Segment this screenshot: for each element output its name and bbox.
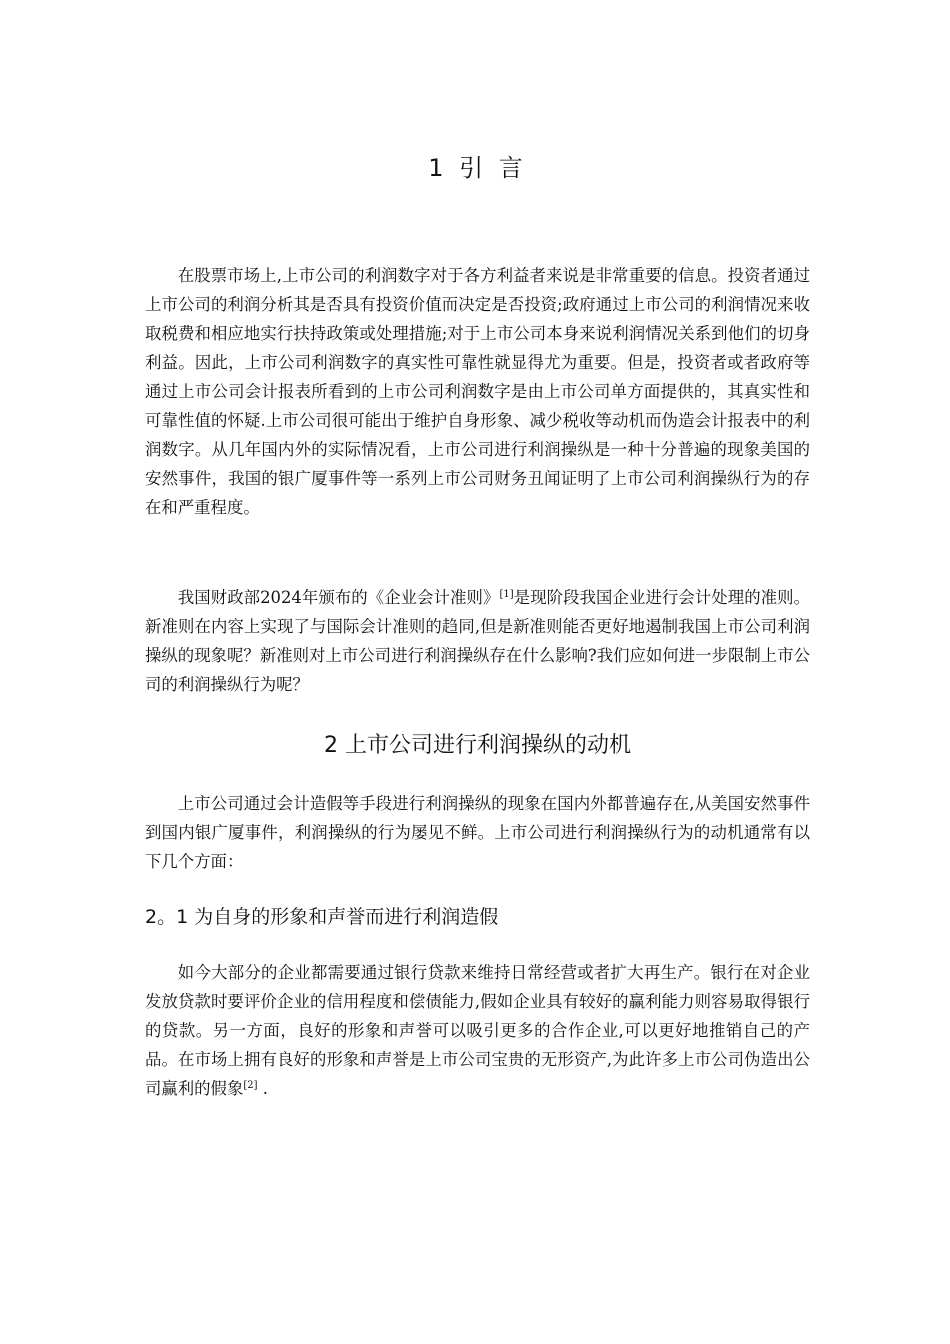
intro-paragraph-2-text-b: 是现阶段我国企业进行会计处理的准则。新准则在内容上实现了与国际会计准则的趋同,但是新准则能否更好地遏制我国上市公司利润操纵的现象呢？新准则对上市公司进行利润操纵存在什么影响?我们应如何进一步限制上市公司的利润操纵行为呢？ bbox=[145, 588, 811, 694]
section-2-1-paragraph-1 bbox=[145, 958, 810, 1103]
section-2-1-paragraph-1-text-a: 如今大部分的企业都需要通过银行贷款来维持日常经营或者扩大再生产。银行在对企业发放贷款时要评价企业的信用程度和偿债能力,假如企业具有较好的赢利能力则容易取得银行的贷款。另一方面，良好的形象和声誉可以吸引更多的合作企业,可以更好地推销自己的产品。在市场上拥有良好的形象和声誉是上市公司宝贵的无形资产,为此许多上市公司伪造出公司赢利的假象 bbox=[145, 963, 810, 1098]
citation-ref-1: [1] bbox=[499, 589, 514, 600]
chapter-title-motives: 2 上市公司进行利润操纵的动机 bbox=[324, 733, 631, 758]
citation-ref-2: [2] bbox=[243, 1080, 258, 1091]
intro-paragraph-1: 在股票市场上,上市公司的利润数字对于各方利益者来说是非常重要的信息。投资者通过上市公司的利润分析其是否具有投资价值而决定是否投资;政府通过上市公司的利润情况来收取税费和相应地实行扶持政策或处理措施;对于上市公司本身来说利润情况关系到他们的切身利益。因此，上市公司利润数字的真实性可靠性就显得尤为重要。但是，投资者或者政府等通过上市公司会计报表所看到的上市公司利润数字是由上市公司单方面提供的，其真实性和可靠性值的怀疑.上市公司很可能出于维护自身形象、减少税收等动机而伪造会计报表中的利润数字。从几年国内外的实际情况看，上市公司进行利润操纵是一种十分普遍的现象美国的安然事件，我国的银广厦事件等一系列上市公司财务丑闻证明了上市公司利润操纵行为的存在和严重程度。 bbox=[145, 266, 810, 517]
intro-paragraph-2 bbox=[145, 583, 810, 699]
intro-paragraph-2-text-a: 我国财政部2024年颁布的《企业会计准则》 bbox=[177, 588, 500, 607]
motives-paragraph-1: 上市公司通过会计造假等手段进行利润操纵的现象在国内外都普遍存在,从美国安然事件到国内银广厦事件，利润操纵的行为屡见不鲜。上市公司进行利润操纵行为的动机通常有以下几个方面： bbox=[145, 794, 810, 871]
section-title-2-1: 2。1 为自身的形象和声誉而进行利润造假 bbox=[145, 906, 499, 928]
chapter-title-intro: 1 引 言 bbox=[428, 154, 527, 182]
section-2-1-paragraph-1-text-b: . bbox=[257, 1079, 268, 1098]
